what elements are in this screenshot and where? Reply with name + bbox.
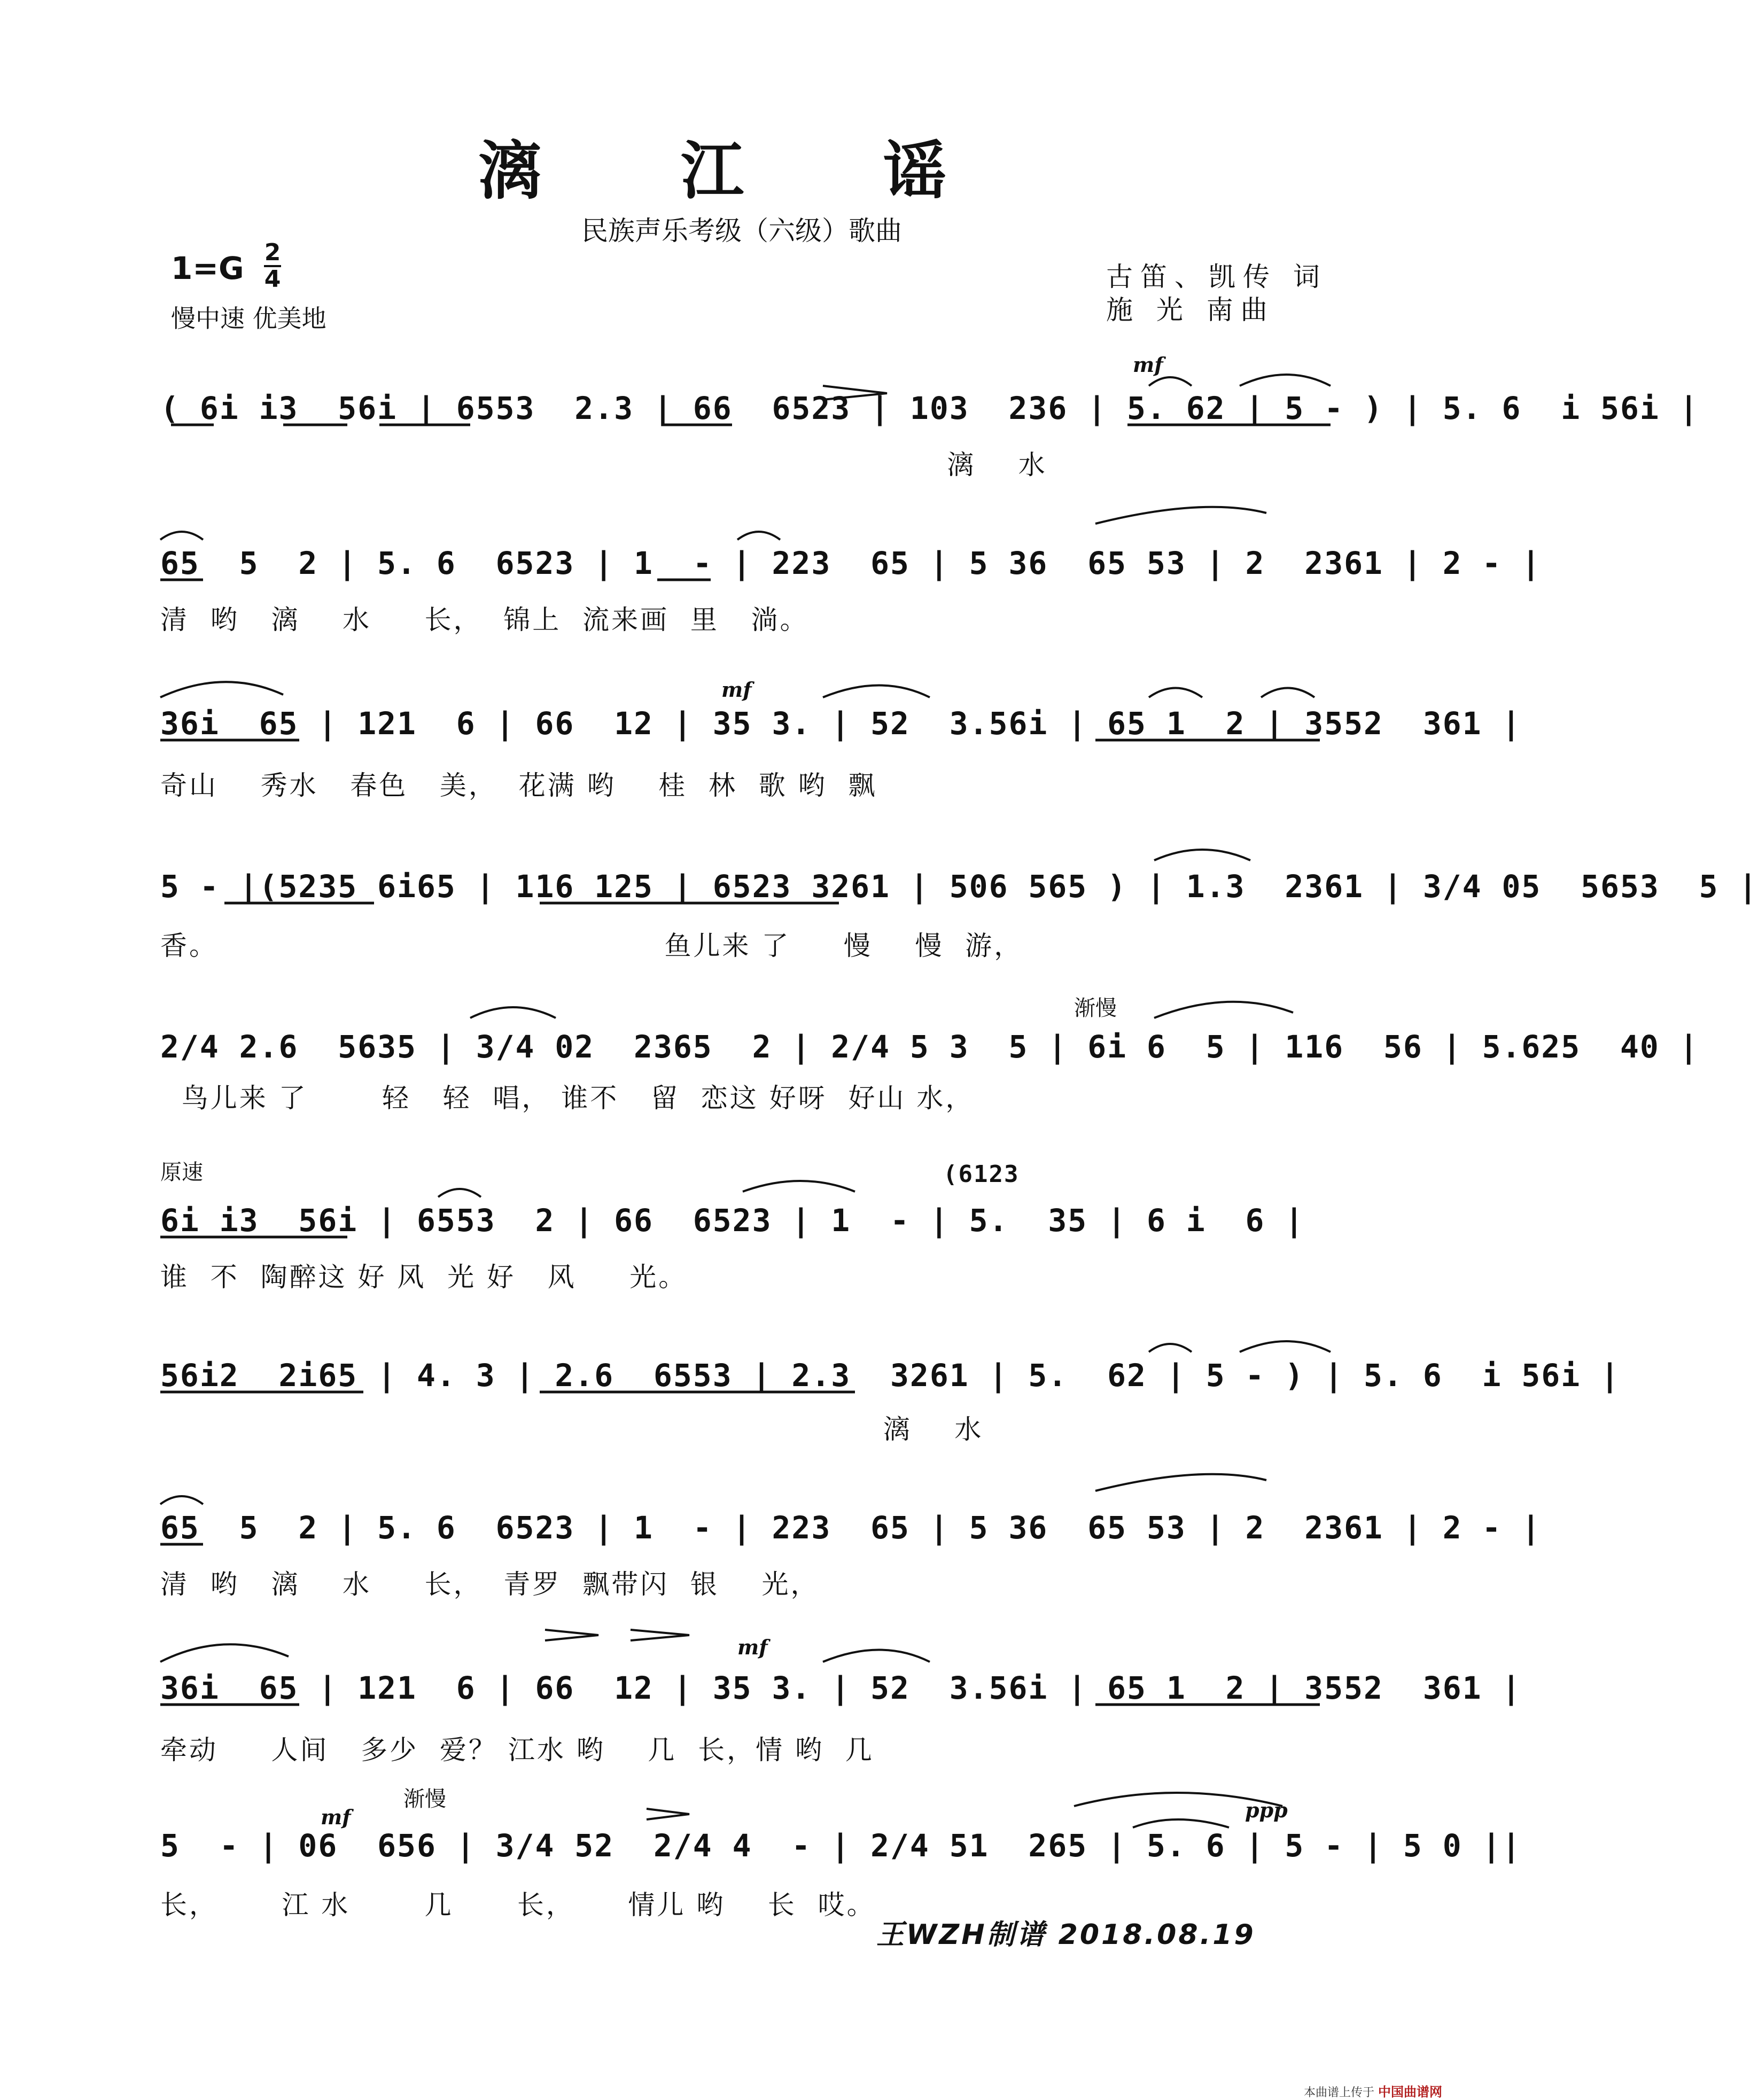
staff-line-3-lyrics: 奇山 秀水 春色 美， 花满 哟 桂 林 歌 哟 飘 bbox=[160, 770, 877, 801]
crescendo-hairpin bbox=[545, 1630, 598, 1640]
time-signature bbox=[262, 239, 283, 293]
song-subtitle: 民族声乐考级（六级）歌曲 bbox=[581, 215, 902, 246]
slur bbox=[1154, 1002, 1293, 1018]
staff-line-4-lyrics: 香。 鱼儿来 了 慢 慢 游， bbox=[160, 930, 1023, 961]
tempo-marking: 慢中速 优美地 bbox=[171, 304, 326, 333]
song-title: 漓 江 谣 bbox=[478, 134, 1006, 208]
staff-line-1-notes: ( 6i i3 56i | 6553 2.3 | 66 6523 | 103 236 | 5. 62 | 5 - ) | 5. 6 i 56i | bbox=[160, 390, 1699, 426]
time-signature-bottom: 4 bbox=[264, 266, 281, 293]
time-signature-top: 2 bbox=[264, 239, 281, 266]
slur bbox=[737, 532, 780, 540]
slur bbox=[1095, 1474, 1266, 1491]
staff-line-3-notes: 36i 65 | 121 6 | 66 12 | 35 3. | 52 3.56i | 65 1 2 | 3552 361 | bbox=[160, 705, 1522, 742]
staff-line-5-lyrics: 鸟儿来 了 轻 轻 唱， 谁不 留 恋这 好呀 好山 水， bbox=[160, 1083, 975, 1114]
tempo-change-mark: 渐慢 bbox=[403, 1787, 446, 1811]
slur bbox=[1133, 1819, 1229, 1827]
slur bbox=[160, 1496, 203, 1504]
slur bbox=[1149, 688, 1202, 698]
transcriber-signature: 王WZH制谱 2018.08.19 bbox=[876, 1919, 1256, 1951]
slur bbox=[1240, 1341, 1331, 1352]
slur bbox=[160, 682, 283, 697]
staff-line-7-notes: 56i2 2i65 | 4. 3 | 2.6 6553 | 2.3 3261 | 5. 62 | 5 - ) | 5. 6 i 56i | bbox=[160, 1357, 1621, 1394]
staff-line-2-notes: 65 5 2 | 5. 6 6523 | 1 - | 223 65 | 5 36 65 53 | 2 2361 | 2 - | bbox=[160, 545, 1542, 581]
staff-line-1-lyrics: 漓 水 bbox=[160, 449, 1047, 480]
staff-line-10-lyrics: 长， 江 水 几 长， 情儿 哟 长 哎。 bbox=[160, 1889, 876, 1920]
slur bbox=[823, 1650, 930, 1662]
tempo-restore-mark: 原速 bbox=[160, 1160, 203, 1185]
slur bbox=[160, 532, 203, 540]
footer-site-logo: 中国曲谱网 bbox=[1378, 2085, 1443, 2099]
staff-line-8-lyrics: 清 哟 漓 水 长， 青罗 飘带闪 银 光， bbox=[160, 1569, 820, 1600]
decrescendo-hairpin bbox=[647, 1809, 689, 1819]
slur bbox=[160, 1644, 289, 1662]
composer-credit: 施 光 南曲 bbox=[1106, 294, 1275, 325]
slur bbox=[1240, 375, 1331, 386]
footer-credit bbox=[1304, 2081, 1442, 2100]
dynamic-mark: mf bbox=[321, 1805, 351, 1829]
slur bbox=[1154, 850, 1250, 860]
slur bbox=[438, 1189, 481, 1197]
staff-line-9-notes: 36i 65 | 121 6 | 66 12 | 35 3. | 52 3.56i | 65 1 2 | 3552 361 | bbox=[160, 1670, 1522, 1706]
staff-line-8-notes: 65 5 2 | 5. 6 6523 | 1 - | 223 65 | 5 36 65 53 | 2 2361 | 2 - | bbox=[160, 1510, 1542, 1546]
staff-line-4-notes: 5 - |(5235 6i65 | 116 125 | 6523 3261 | 506 565 ) | 1.3 2361 | 3/4 05 5653 5 | bbox=[160, 868, 1758, 905]
dynamic-mark: mf bbox=[737, 1635, 768, 1659]
staff-line-6-lyrics: 谁 不 陶醉这 好 风 光 好 风 光。 bbox=[160, 1262, 688, 1293]
slur bbox=[823, 686, 930, 698]
footer-prefix: 本曲谱上传于 bbox=[1304, 2086, 1375, 2099]
staff-line-9-lyrics: 牵动 人间 多少 爱？ 江水 哟 几 长，情 哟 几 bbox=[160, 1735, 874, 1765]
slur bbox=[743, 1181, 855, 1192]
key-signature: 1=G bbox=[171, 250, 244, 286]
staff-line-2-lyrics: 清 哟 漓 水 长， 锦上 流来画 里 淌。 bbox=[160, 604, 809, 635]
dynamic-mark: mf bbox=[721, 678, 752, 702]
decrescendo-hairpin bbox=[631, 1630, 689, 1640]
ornament-phrase: (6123 bbox=[943, 1161, 1020, 1188]
slur bbox=[1095, 507, 1266, 524]
staff-line-10-notes: 5 - | 06 656 | 3/4 52 2/4 4 - | 2/4 51 265 | 5. 6 | 5 - | 5 0 || bbox=[160, 1827, 1522, 1864]
staff-line-7-lyrics: 漓 水 bbox=[160, 1414, 984, 1445]
staff-line-6-notes: 6i i3 56i | 6553 2 | 66 6523 | 1 - | 5. 35 | 6 i 6 | bbox=[160, 1202, 1305, 1239]
staff-line-5-notes: 2/4 2.6 5635 | 3/4 02 2365 2 | 2/4 5 3 5 | 6i 6 5 | 116 56 | 5.625 40 | bbox=[160, 1029, 1699, 1065]
slur bbox=[1149, 1344, 1192, 1352]
slur bbox=[1149, 377, 1192, 386]
tempo-change-mark: 渐慢 bbox=[1074, 996, 1117, 1021]
slur bbox=[470, 1007, 556, 1018]
slur bbox=[1261, 688, 1314, 698]
dynamic-mark: ppp bbox=[1245, 1798, 1288, 1822]
lyricist-credit: 古笛、凯传 词 bbox=[1106, 261, 1327, 292]
dynamic-mark: mf bbox=[1133, 353, 1163, 377]
